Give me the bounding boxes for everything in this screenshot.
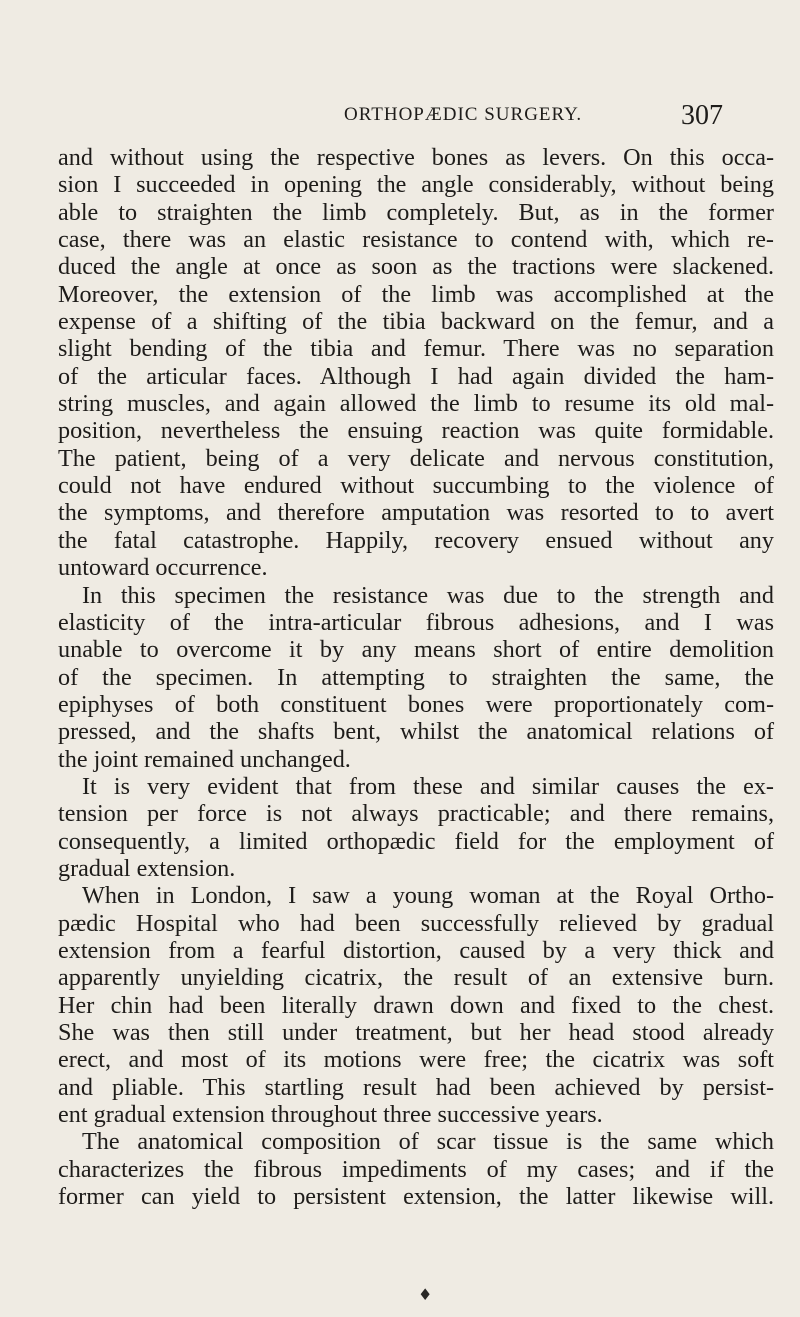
- text-line: position, nevertheless the ensuing reaction was quite formidable.: [58, 417, 774, 445]
- text-line: apparently unyielding cicatrix, the result of an extensive burn.: [58, 964, 774, 992]
- text-line: It is very evident that from these and similar causes the ex-: [82, 772, 774, 800]
- text-line: ent gradual extension throughout three successive years.: [58, 1101, 603, 1129]
- text-line: The anatomical composition of scar tissue is the same which: [82, 1128, 774, 1156]
- text-line: of the specimen. In attempting to straighten the same, the: [58, 663, 774, 691]
- running-head-title: ORTHOPÆDIC SURGERY.: [344, 104, 583, 125]
- text-line: and without using the respective bones as levers. On this occa-: [58, 144, 774, 171]
- text-line: sion I succeeded in opening the angle considerably, without being: [58, 171, 774, 199]
- text-line: Her chin had been literally drawn down and fixed to the chest.: [58, 991, 774, 1019]
- text-line: the joint remained unchanged.: [58, 745, 351, 773]
- text-line: erect, and most of its motions were free; the cicatrix was soft: [58, 1046, 774, 1074]
- text-line: case, there was an elastic resistance to contend with, which re-: [58, 226, 774, 254]
- text-line: consequently, a limited orthopædic field for the employment of: [58, 827, 774, 855]
- text-line: former can yield to persistent extension, the latter likewise will.: [58, 1183, 774, 1211]
- text-line: extension from a fearful distortion, caused by a very thick and: [58, 936, 774, 964]
- text-line: untoward occurrence.: [58, 554, 268, 582]
- page-number: 307: [681, 100, 723, 131]
- text-line: In this specimen the resistance was due to the strength and: [82, 581, 774, 609]
- text-line: epiphyses of both constituent bones were proportionately com-: [58, 690, 774, 718]
- text-line: characterizes the fibrous impediments of my cases; and if the: [58, 1155, 774, 1183]
- text-line: could not have endured without succumbing to the violence of: [58, 472, 774, 500]
- text-line: the symptoms, and therefore amputation was resorted to to avert: [58, 499, 774, 527]
- text-line: The patient, being of a very delicate and nervous constitution,: [58, 444, 774, 472]
- text-line: gradual extension.: [58, 854, 236, 882]
- text-line: of the articular faces. Although I had again divided the ham-: [58, 362, 774, 390]
- text-line: Moreover, the extension of the limb was accomplished at the: [58, 280, 774, 308]
- text-line: pressed, and the shafts bent, whilst the anatomical relations of: [58, 718, 774, 746]
- text-line: able to straighten the limb completely. But, as in the former: [58, 198, 774, 226]
- text-line: slight bending of the tibia and femur. There was no separation: [58, 335, 774, 363]
- text-line: duced the angle at once as soon as the tractions were slackened.: [58, 253, 774, 281]
- body-text: [58, 144, 774, 1210]
- text-line: expense of a shifting of the tibia backward on the femur, and a: [58, 308, 774, 336]
- text-line: She was then still under treatment, but her head stood already: [58, 1019, 774, 1046]
- text-line: When in London, I saw a young woman at the Royal Ortho-: [82, 882, 774, 910]
- printer-mark: ♦: [418, 1285, 433, 1304]
- text-line: pædic Hospital who had been successfully relieved by gradual: [58, 909, 774, 937]
- running-header: [0, 100, 800, 140]
- text-line: unable to overcome it by any means short of entire demolition: [58, 636, 774, 664]
- text-line: and pliable. This startling result had been achieved by persist-: [58, 1073, 774, 1101]
- text-line: string muscles, and again allowed the limb to resume its old mal-: [58, 390, 774, 418]
- text-line: elasticity of the intra-articular fibrous adhesions, and I was: [58, 608, 774, 636]
- text-line: the fatal catastrophe. Happily, recovery ensued without any: [58, 526, 774, 554]
- text-line: tension per force is not always practicable; and there remains,: [58, 800, 774, 828]
